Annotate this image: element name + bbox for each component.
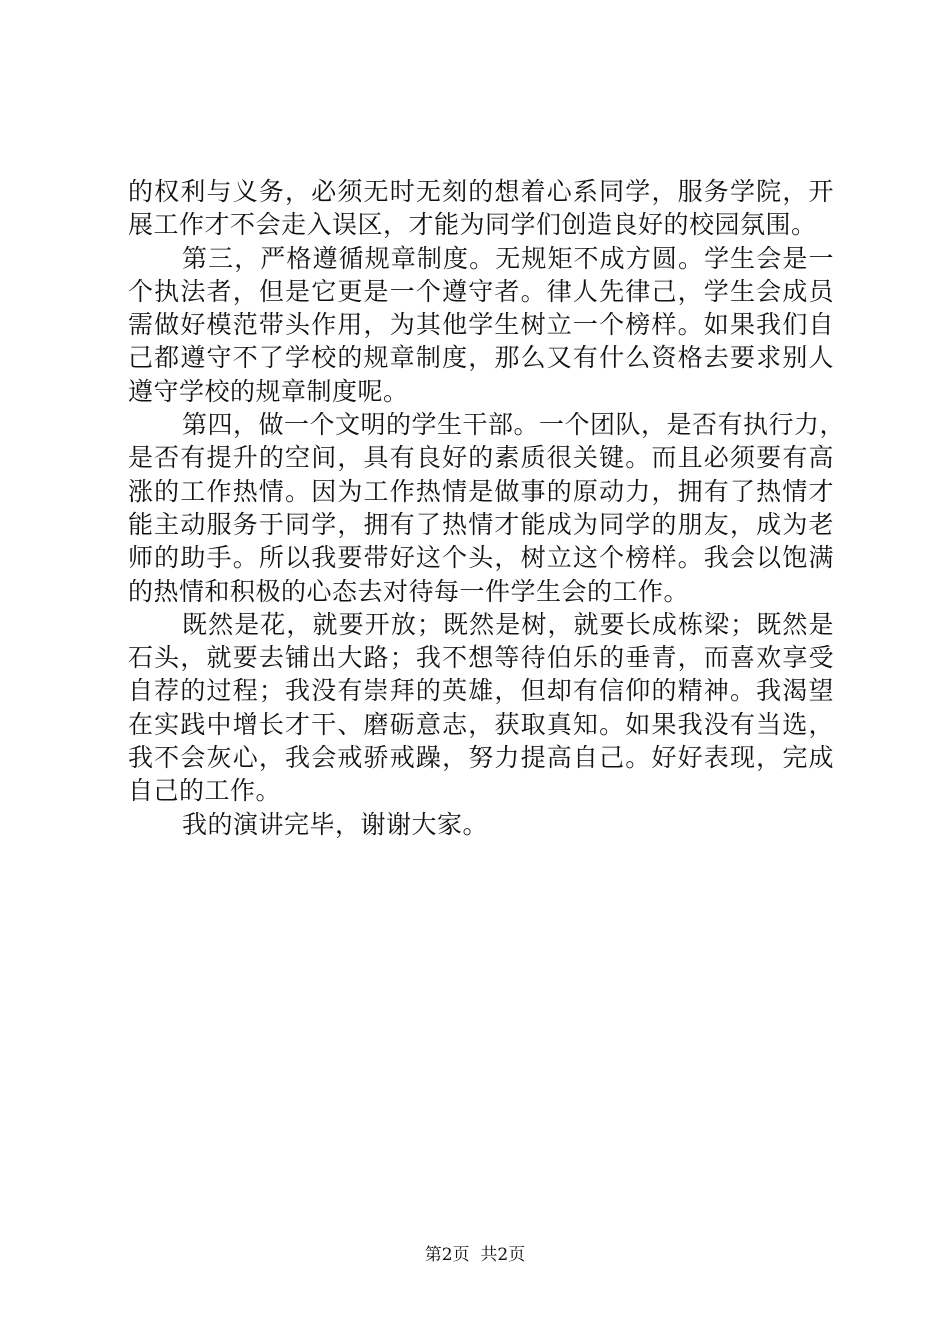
paragraph-first-line: 第四，做一个文明的学生干部。一个团队，是否有执行力， [182, 410, 846, 440]
text-line: 自己的工作。 [128, 776, 282, 806]
text-line: 需做好模范带头作用，为其他学生树立一个榜样。如果我们自 [128, 310, 834, 340]
text-line: 个执法者，但是它更是一个遵守者。律人先律己，学生会成员 [128, 276, 834, 306]
text-line: 是否有提升的空间，具有良好的素质很关键。而且必须要有高 [128, 443, 834, 473]
text-line: 展工作才不会走入误区，才能为同学们创造良好的校园氛围。 [128, 210, 817, 240]
page-footer [0, 1244, 950, 1266]
page-number-label: 第2页 共2页 [424, 1245, 526, 1265]
text-line: 在实践中增长才干、磨砺意志，获取真知。如果我没有当选， [128, 709, 834, 739]
document-body [128, 175, 846, 841]
text-line: 的热情和积极的心态去对待每一件学生会的工作。 [128, 576, 690, 606]
text-line: 师的助手。所以我要带好这个头，树立这个榜样。我会以饱满 [128, 543, 834, 573]
text-line: 自荐的过程；我没有崇拜的英雄，但却有信仰的精神。我渴望 [128, 676, 834, 706]
paragraph-first-line: 第三，严格遵循规章制度。无规矩不成方圆。学生会是一 [182, 243, 834, 273]
text-line: 我不会灰心，我会戒骄戒躁，努力提高自己。好好表现，完成 [128, 743, 834, 773]
paragraph-first-line: 我的演讲完毕，谢谢大家。 [182, 809, 489, 839]
text-line: 的权利与义务，必须无时无刻的想着心系同学，服务学院，开 [128, 177, 834, 206]
paragraph-first-line: 既然是花，就要开放；既然是树，就要长成栋梁；既然是 [182, 609, 834, 639]
text-line: 能主动服务于同学，拥有了热情才能成为同学的朋友，成为老 [128, 509, 834, 539]
text-line: 涨的工作热情。因为工作热情是做事的原动力，拥有了热情才 [128, 476, 834, 506]
text-line: 遵守学校的规章制度呢。 [128, 376, 409, 406]
text-line: 己都遵守不了学校的规章制度，那么又有什么资格去要求别人 [128, 343, 834, 373]
text-line: 石头，就要去铺出大路；我不想等待伯乐的垂青，而喜欢享受 [128, 643, 834, 673]
